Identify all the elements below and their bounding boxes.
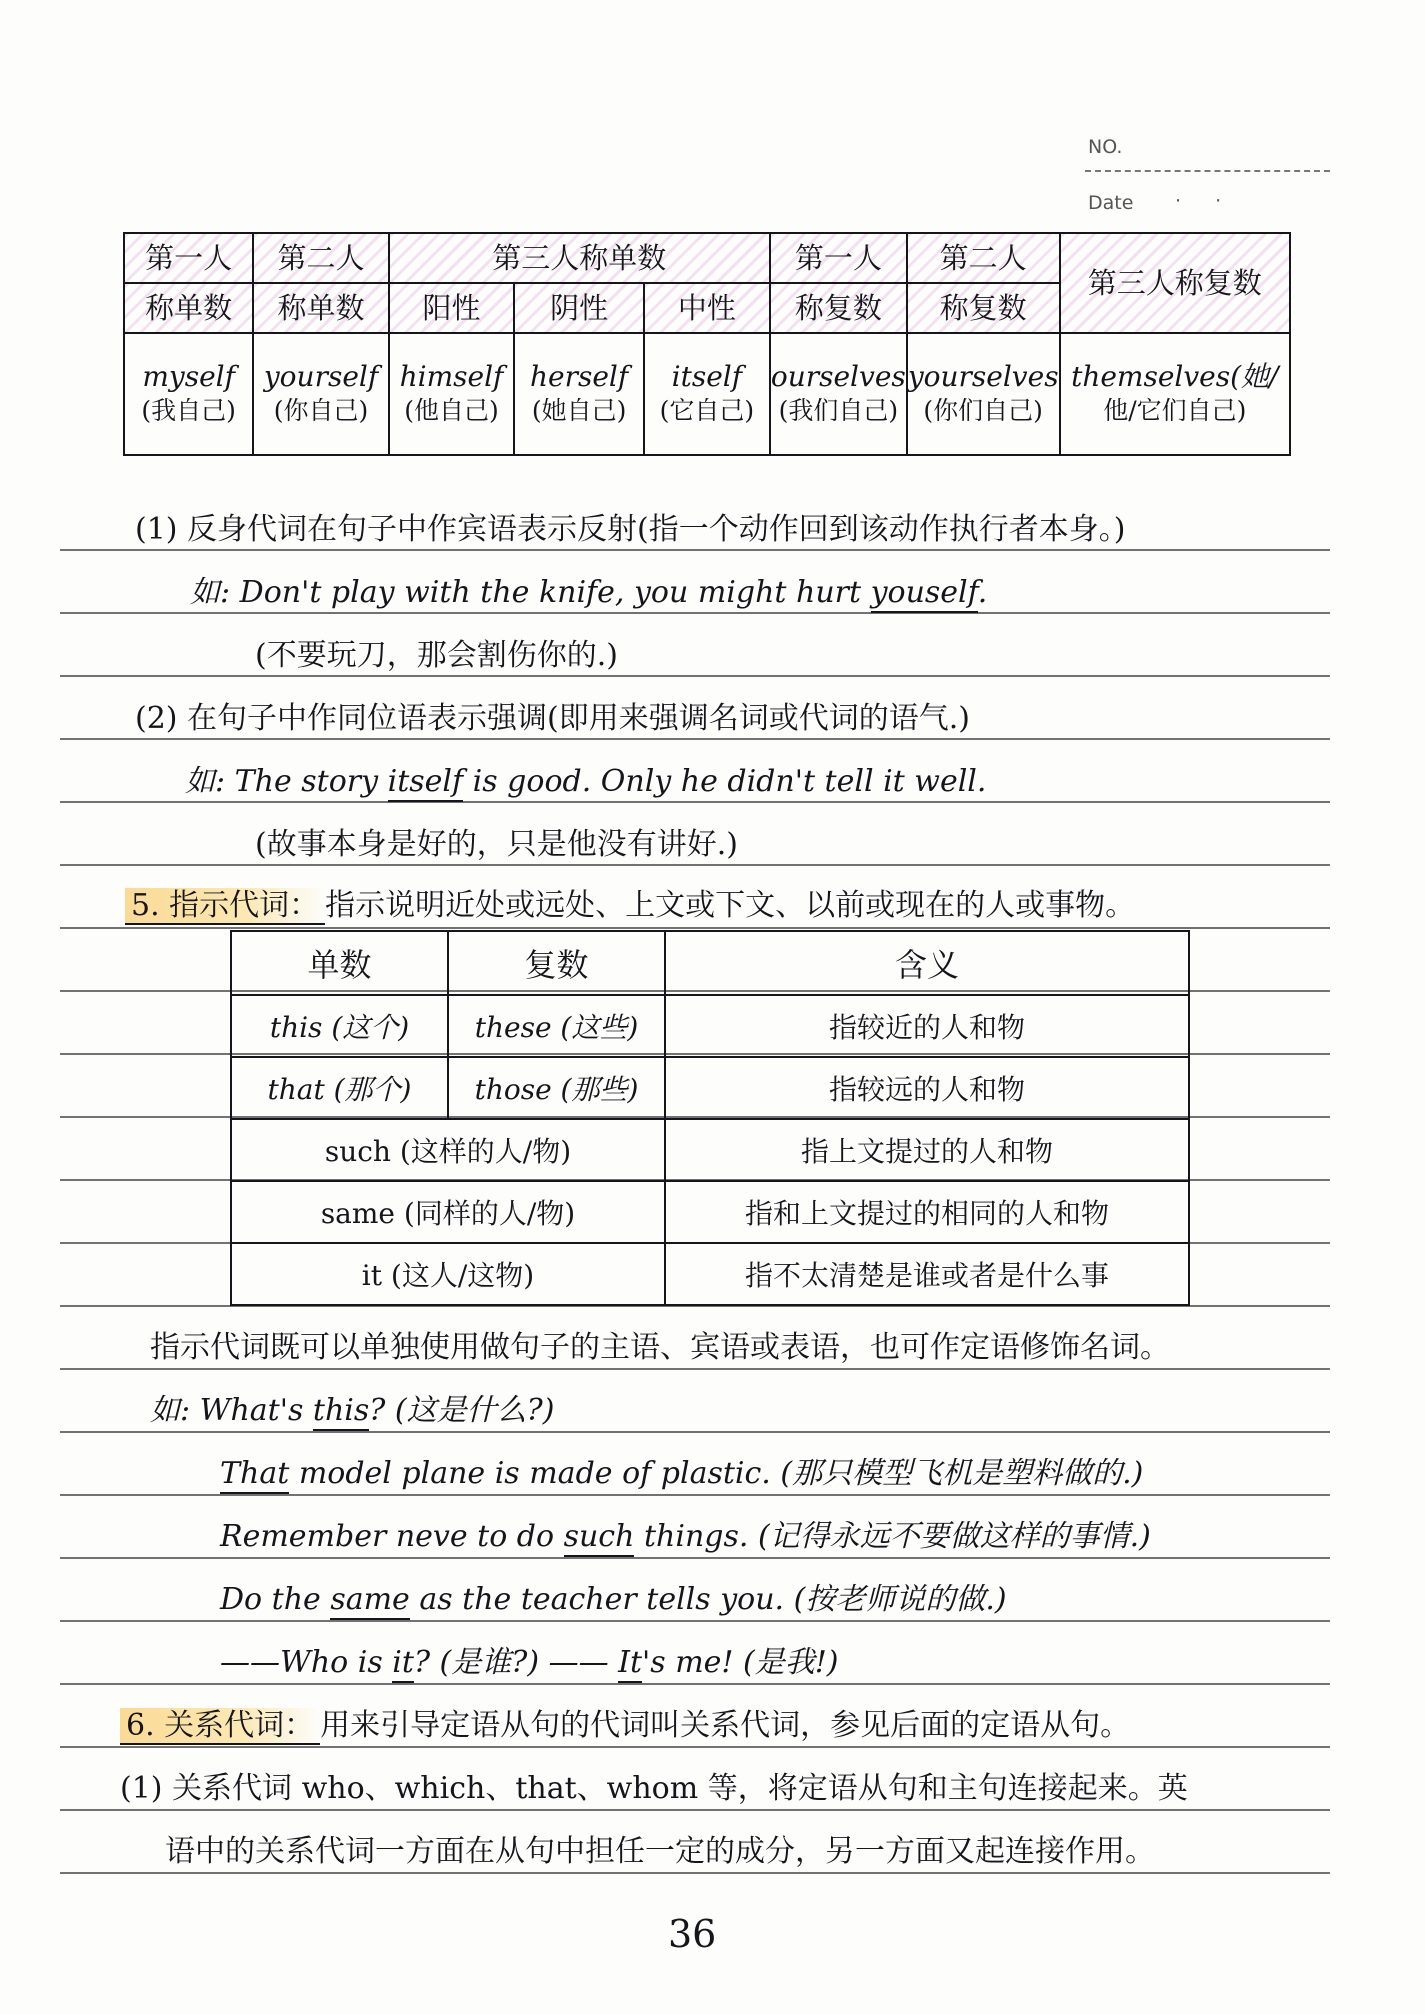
relative-desc: 用来引导定语从句的代词叫关系代词，参见后面的定语从句。 [320, 1708, 1131, 1743]
no-line [1085, 170, 1330, 172]
header-feminine: 阴性 [514, 283, 644, 333]
demo-that: that (那个) [231, 1057, 448, 1119]
reflexive-example-1: 如: Don't play with the knife, you might hurt youself. [190, 575, 987, 611]
demo-example-4: Do the same as the teacher tells you. (按老师说的做.) [220, 1582, 1007, 1618]
demo-example-3: Remember neve to do such things. (记得永远不要做这样的事情.) [220, 1519, 1151, 1555]
cell-yourself: yourself (你自己) [253, 333, 389, 455]
header-first-plural: 第一人 [770, 233, 907, 283]
header-second-plural-2: 称复数 [907, 283, 1060, 333]
demo-meaning-it: 指不太清楚是谁或者是什么事 [665, 1243, 1189, 1305]
relative-line-2: 语中的关系代词一方面在从句中担任一定的成分，另一方面又起连接作用。 [165, 1834, 1155, 1869]
header-third-plural: 第三人称复数 [1060, 233, 1290, 333]
header-second-singular: 第二人 [253, 233, 389, 283]
demo-meaning-near: 指较近的人和物 [665, 995, 1189, 1057]
reflexive-example-1-cn: (不要玩刀，那会割伤你的.) [255, 638, 618, 673]
demo-dialog: ——Who is it? (是谁?) —— It's me! (是我!) [220, 1645, 838, 1681]
date-dots: · · [1175, 190, 1236, 212]
header-second-singular-2: 称单数 [253, 283, 389, 333]
header-neuter: 中性 [644, 283, 770, 333]
reflexive-rule-1: (1) 反身代词在句子中作宾语表示反射(指一个动作回到该动作执行者本身。) [135, 512, 1126, 547]
demo-example-2: That model plane is made of plastic. (那只模型飞机是塑料做的.) [220, 1456, 1143, 1492]
demo-header-singular: 单数 [231, 931, 448, 995]
cell-yourselves: yourselves (你们自己) [907, 333, 1060, 455]
reflexive-rule-2: (2) 在句子中作同位语表示强调(即用来强调名词或代词的语气.) [135, 701, 970, 736]
reflexive-pronoun-table [123, 232, 1291, 456]
demo-these: these (这些) [448, 995, 665, 1057]
demo-meaning-far: 指较远的人和物 [665, 1057, 1189, 1119]
relative-title: 6. 关系代词： [120, 1708, 320, 1745]
reflexive-example-2: 如: The story itself is good. Only he didn't tell it well. [185, 764, 986, 800]
header-first-plural-2: 称复数 [770, 283, 907, 333]
reflexive-example-2-cn: (故事本身是好的，只是他没有讲好.) [255, 827, 738, 862]
demo-those: those (那些) [448, 1057, 665, 1119]
demo-meaning-same: 指和上文提过的相同的人和物 [665, 1181, 1189, 1243]
demo-same: same (同样的人/物) [231, 1181, 665, 1243]
cell-ourselves: ourselves (我们自己) [770, 333, 907, 455]
header-second-plural: 第二人 [907, 233, 1060, 283]
page-number: 36 [668, 1912, 717, 1956]
demo-header-meaning: 含义 [665, 931, 1189, 995]
header-masculine: 阳性 [389, 283, 514, 333]
demonstrative-usage: 指示代词既可以单独使用做句子的主语、宾语或表语，也可作定语修饰名词。 [150, 1330, 1170, 1365]
cell-themselves: themselves(她/ 他/它们自己) [1060, 333, 1290, 455]
demonstrative-heading [125, 888, 1135, 924]
cell-myself: myself (我自己) [124, 333, 253, 455]
demo-example-1: 如: What's this? (这是什么?) [150, 1393, 554, 1429]
demonstrative-title: 5. 指示代词： [125, 888, 325, 925]
no-label: NO. [1088, 136, 1123, 158]
demo-it: it (这人/这物) [231, 1243, 665, 1305]
header-first-singular: 第一人 [124, 233, 253, 283]
relative-line-1: (1) 关系代词 who、which、that、whom 等，将定语从句和主句连接起来。英 [120, 1771, 1188, 1806]
date-label: Date [1088, 192, 1134, 214]
header-third-singular: 第三人称单数 [389, 233, 770, 283]
header-first-singular-2: 称单数 [124, 283, 253, 333]
demonstrative-desc: 指示说明近处或远处、上文或下文、以前或现在的人或事物。 [325, 888, 1136, 923]
cell-herself: herself (她自己) [514, 333, 644, 455]
demo-meaning-such: 指上文提过的人和物 [665, 1119, 1189, 1181]
demo-such: such (这样的人/物) [231, 1119, 665, 1181]
relative-heading [120, 1708, 1130, 1744]
demo-header-plural: 复数 [448, 931, 665, 995]
cell-himself: himself (他自己) [389, 333, 514, 455]
cell-itself: itself (它自己) [644, 333, 770, 455]
demo-this: this (这个) [231, 995, 448, 1057]
demonstrative-table [230, 930, 1190, 1306]
